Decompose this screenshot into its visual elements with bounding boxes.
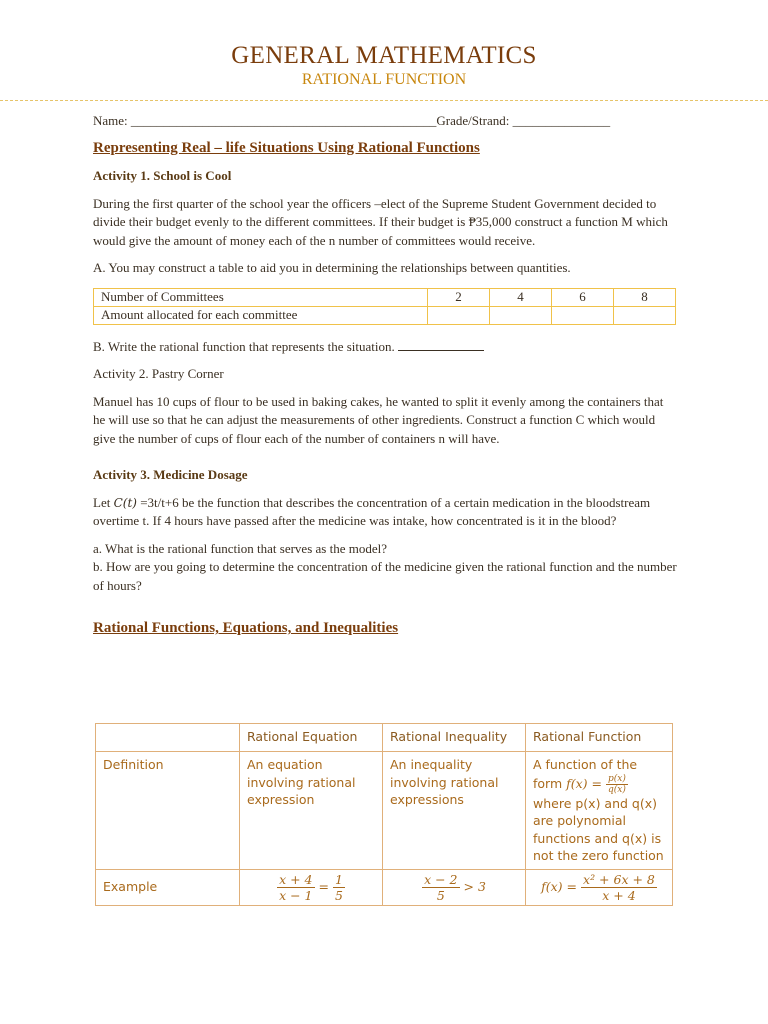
example-equation [240,869,383,905]
column-header-inequality: Rational Inequality [383,724,526,752]
function-lhs: f(x) = [541,879,578,895]
inequality-relation: > 3 [463,879,486,895]
table-cell-empty[interactable] [552,306,614,324]
header-divider [0,100,768,101]
activity-3-text: be the function that describes the concentration of a certain medication in the bloodstream overtime t. If 4 hours have passed after the medicine was intake, how concentrated is it in the blood? [93,494,651,528]
table-cell: 8 [614,288,676,306]
document-title: GENERAL MATHEMATICS [231,42,537,69]
table-cell-label: Amount allocated for each committee [94,306,428,324]
activity-2-heading: Activity 2. Pastry Corner [93,366,224,381]
table-cell-empty[interactable] [428,306,490,324]
activity-1-paragraph: During the first quarter of the school year the officers –elect of the Supreme Student Government decided to divide their budget evenly to the different committees. If their budget is ₱35,000 construct a function M which would give the amount of money each of the n number of committees would receive. [93,195,668,248]
name-label: Name: [93,113,131,128]
table-row [96,724,673,752]
comparison-table [95,723,673,906]
activity-3-questions [93,540,678,596]
grade-label: Grade/Strand: [436,113,513,128]
activity-1-instruction-a: A. You may construct a table to aid you in determining the relationships between quantities. [93,260,571,275]
activity-3-paragraph [93,494,678,531]
table-row [96,752,673,870]
grade-blank[interactable]: _______________ [512,113,611,128]
column-header-equation: Rational Equation [240,724,383,752]
answer-blank[interactable] [398,337,484,351]
table-cell-label: Number of Committees [94,288,428,306]
fraction-numerator: x² + 6x + 8 [583,871,655,887]
table-row [94,306,676,324]
definition-label: Definition [96,752,240,870]
example-inequality [383,869,526,905]
name-blank[interactable]: _______________________________________________ [130,113,437,128]
activity-1-instruction-b [93,337,678,357]
table-row [96,869,673,905]
name-grade-line [93,112,678,131]
equals-sign: = [318,879,329,895]
definition-function [526,752,673,870]
fraction [277,872,314,903]
definition-equation: An equation involving rational expression [240,752,383,870]
fraction [333,872,345,903]
function-rest: =3t/t+6 [136,494,179,510]
pq-fraction [606,774,628,795]
fraction-denominator: x + 4 [602,887,636,903]
fraction [581,872,657,903]
section-heading-real-life: Representing Real – life Situations Using Rational Functions [93,139,480,156]
table-row [94,288,676,306]
let-text: Let [93,494,114,510]
document-subtitle: RATIONAL FUNCTION [301,71,467,88]
activity-3-heading: Activity 3. Medicine Dosage [93,467,248,482]
table-cell: 6 [552,288,614,306]
fraction-denominator: 5 [334,887,343,903]
worksheet-body [93,109,678,638]
definition-function-prefix: A function of the form [533,757,638,791]
fraction-numerator: x + 4 [279,871,313,887]
question-a: a. What is the rational function that serves as the model? [93,540,387,556]
fraction-numerator: p(x) [607,773,626,784]
example-function [526,869,673,905]
example-label: Example [96,869,240,905]
instruction-b-text: B. Write the rational function that represents the situation. [93,338,399,354]
activity-1-heading: Activity 1. School is Cool [93,168,232,183]
fraction-denominator: q(x) [607,784,626,795]
fraction-denominator: 5 [436,887,445,903]
question-b: b. How are you going to determine the concentration of the medicine given the rational function and the number of hours? [93,559,677,593]
table-cell-empty [96,724,240,752]
column-header-function: Rational Function [526,724,673,752]
fraction-numerator: 1 [334,871,343,887]
activity-2-paragraph: Manuel has 10 cups of flour to be used in baking cakes, he wanted to split it evenly among the containers that he will use so that he can adjust the measurements of other ingredients. Construct a function C which would give the number of cups of flour each of the number of containers n will have. [93,393,664,446]
table-cell-empty[interactable] [490,306,552,324]
fraction-denominator: x − 1 [279,887,313,903]
function-lhs: f(x) = [566,775,606,791]
section-heading-rational-functions: Rational Functions, Equations, and Inequalities [93,620,399,636]
table-cell: 2 [428,288,490,306]
definition-inequality: An inequality involving rational expressions [383,752,526,870]
table-cell: 4 [490,288,552,306]
fraction-numerator: x − 2 [424,871,458,887]
committee-table [93,288,676,325]
function-expression: C(t) [113,495,137,510]
table-cell-empty[interactable] [614,306,676,324]
definition-function-suffix: where p(x) and q(x) are polynomial functions and q(x) is not the zero function [533,795,664,863]
fraction [422,872,459,903]
